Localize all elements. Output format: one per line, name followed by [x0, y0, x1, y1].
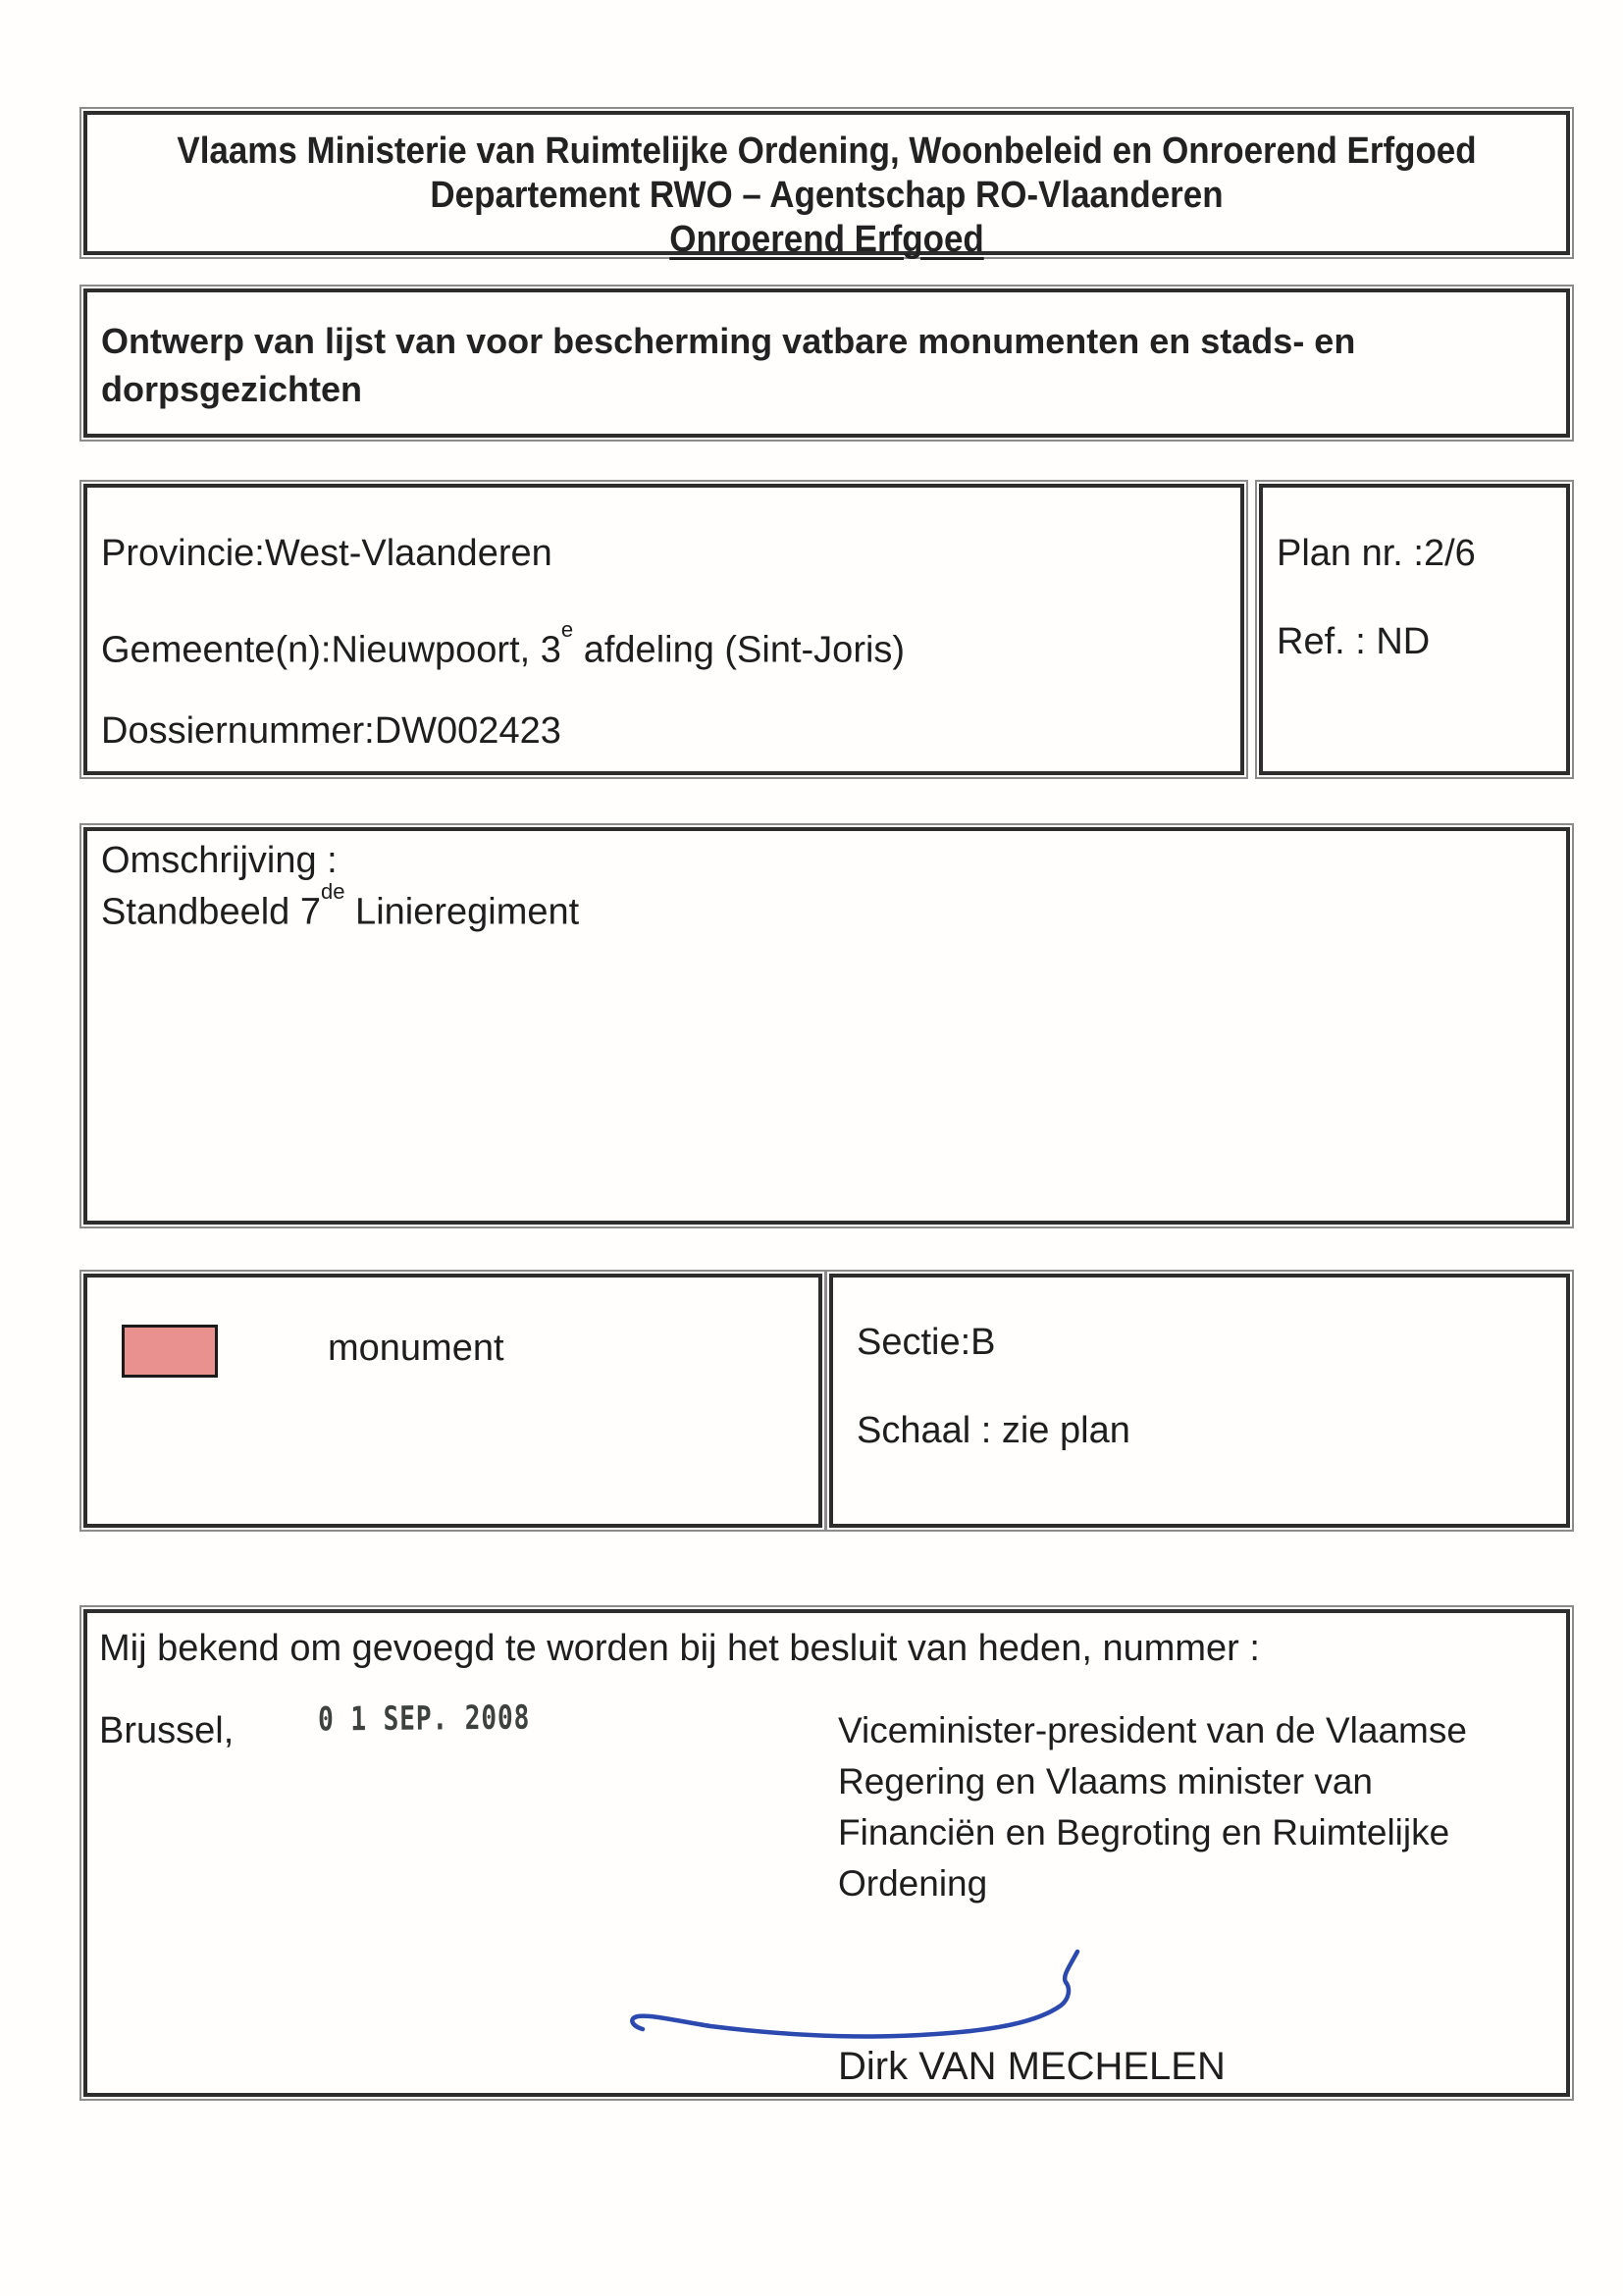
- dossier-number-line: Dossiernummer:DW002423: [101, 710, 561, 752]
- description-label: Omschrijving :: [101, 840, 338, 881]
- minister-title-line: Regering en Vlaams minister van: [838, 1761, 1373, 1801]
- ministry-title: Vlaams Ministerie van Ruimtelijke Ordening, Woonbeleid en Onroerend Erfgoed: [177, 130, 1477, 172]
- decree-known-line: Mij bekend om gevoegd te worden bij het besluit van heden, nummer :: [99, 1628, 1260, 1669]
- municipality-superscript: e: [560, 616, 574, 642]
- minister-title-line: Ordening: [838, 1863, 988, 1904]
- municipality-pre: Gemeente(n):Nieuwpoort, 3: [101, 629, 561, 671]
- scale-line: Schaal : zie plan: [857, 1410, 1130, 1451]
- subject-box: [83, 288, 1570, 438]
- city-line: Brussel,: [99, 1710, 235, 1751]
- minister-title-line: Viceminister-president van de Vlaamse: [838, 1710, 1467, 1750]
- province-line: Provincie:West-Vlaanderen: [101, 533, 552, 574]
- signer-name: Dirk VAN MECHELEN: [838, 2045, 1226, 2088]
- subject-text: Ontwerp van lijst van voor bescherming vatbare monumenten en stads- en dorpsgezichten: [101, 321, 1356, 409]
- decree-signature-box: [83, 1609, 1570, 2097]
- minister-title-block: [838, 1705, 1467, 1909]
- file-info-box: [83, 484, 1244, 775]
- legend-label: monument: [328, 1328, 504, 1369]
- legend-box: [83, 1274, 822, 1528]
- municipality-post: afdeling (Sint-Joris): [573, 629, 906, 671]
- date-stamp: 0 1 SEP. 2008: [318, 1697, 531, 1739]
- description-value: [101, 878, 580, 934]
- plan-number-line: Plan nr. :2/6: [1277, 533, 1476, 574]
- description-superscript: de: [320, 878, 345, 904]
- minister-title-line: Financiën en Begroting en Ruimtelijke: [838, 1812, 1450, 1852]
- monument-color-swatch: [122, 1325, 218, 1378]
- signature-stroke: [632, 1952, 1077, 2036]
- ministry-header-box: [83, 111, 1570, 260]
- municipality-line: [101, 616, 906, 672]
- description-box: [83, 827, 1570, 1225]
- ref-line: Ref. : ND: [1277, 621, 1431, 662]
- plan-ref-box: [1259, 484, 1570, 775]
- department-title: Departement RWO – Agentschap RO-Vlaanderen: [430, 175, 1224, 216]
- section-line: Sectie:B: [857, 1322, 996, 1363]
- description-pre: Standbeeld 7: [101, 891, 321, 933]
- agency-title: Onroerend Erfgoed: [669, 219, 984, 260]
- section-scale-box: [829, 1274, 1570, 1528]
- description-post: Linieregiment: [344, 891, 580, 933]
